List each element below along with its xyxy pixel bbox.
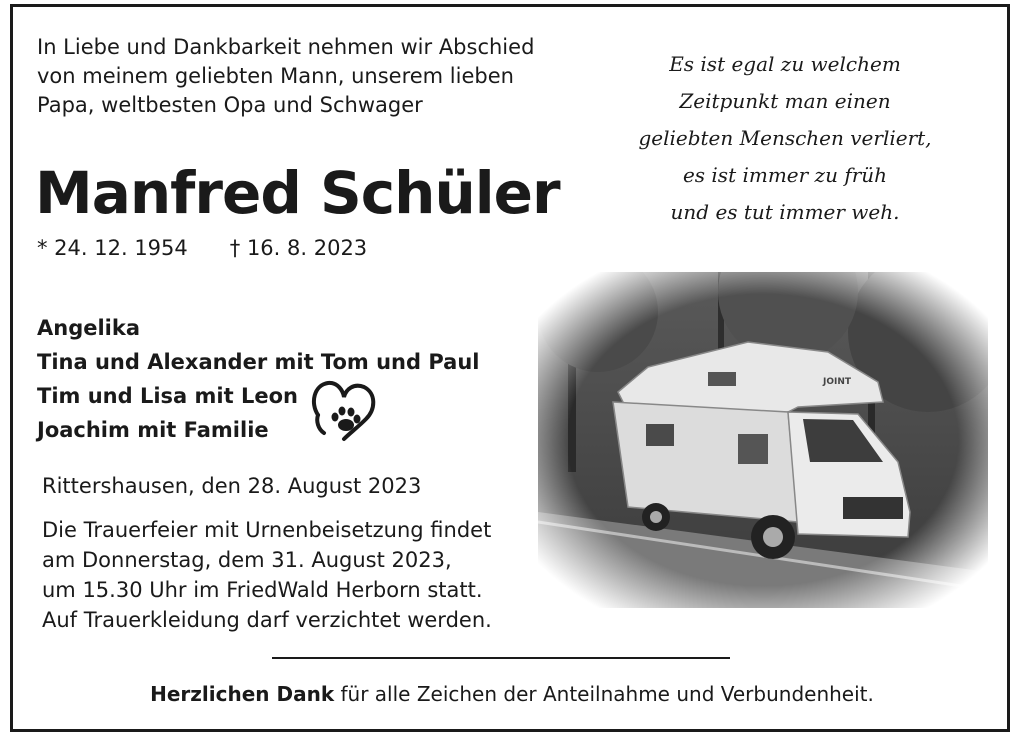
intro-line: von meinem geliebten Mann, unserem lieben [37, 64, 514, 88]
info-line: am Donnerstag, dem 31. August 2023, [42, 548, 452, 572]
info-line: um 15.30 Uhr im FriedWald Herborn statt. [42, 578, 483, 602]
deceased-name: Manfred Schüler [35, 159, 560, 227]
divider-line [272, 657, 730, 659]
death-date: † 16. 8. 2023 [229, 236, 368, 260]
intro-line: Papa, weltbesten Opa und Schwager [37, 93, 423, 117]
family-member: Tina und Alexander mit Tom und Paul [37, 350, 480, 374]
heart-paw-icon [310, 375, 380, 445]
family-member: Angelika [37, 316, 141, 340]
thanks-line [0, 682, 1024, 706]
quote-line: Zeitpunkt man einen [679, 89, 891, 113]
quote-line: Es ist egal zu welchem [669, 52, 901, 76]
intro-line: In Liebe und Dankbarkeit nehmen wir Abschied [37, 35, 535, 59]
quote-line: geliebten Menschen verliert, [638, 126, 932, 150]
family-member: Joachim mit Familie [37, 418, 269, 442]
life-dates [37, 236, 367, 260]
info-line: Auf Trauerkleidung darf verzichtet werden. [42, 608, 492, 632]
info-line: Die Trauerfeier mit Urnenbeisetzung findet [42, 518, 492, 542]
quote-line: es ist immer zu früh [682, 163, 888, 187]
place-date: Rittershausen, den 28. August 2023 [42, 474, 422, 498]
memorial-quote [620, 46, 950, 231]
motorhome-photo [538, 272, 988, 608]
family-list [37, 311, 479, 447]
quote-line: und es tut immer weh. [670, 200, 900, 224]
thanks-bold: Herzlichen Dank [150, 682, 335, 706]
family-member: Tim und Lisa mit Leon [37, 384, 298, 408]
ceremony-info [42, 515, 492, 635]
intro-text [37, 33, 534, 120]
thanks-rest: für alle Zeichen der Anteilnahme und Verbundenheit. [334, 682, 874, 706]
birth-date: * 24. 12. 1954 [37, 236, 188, 260]
